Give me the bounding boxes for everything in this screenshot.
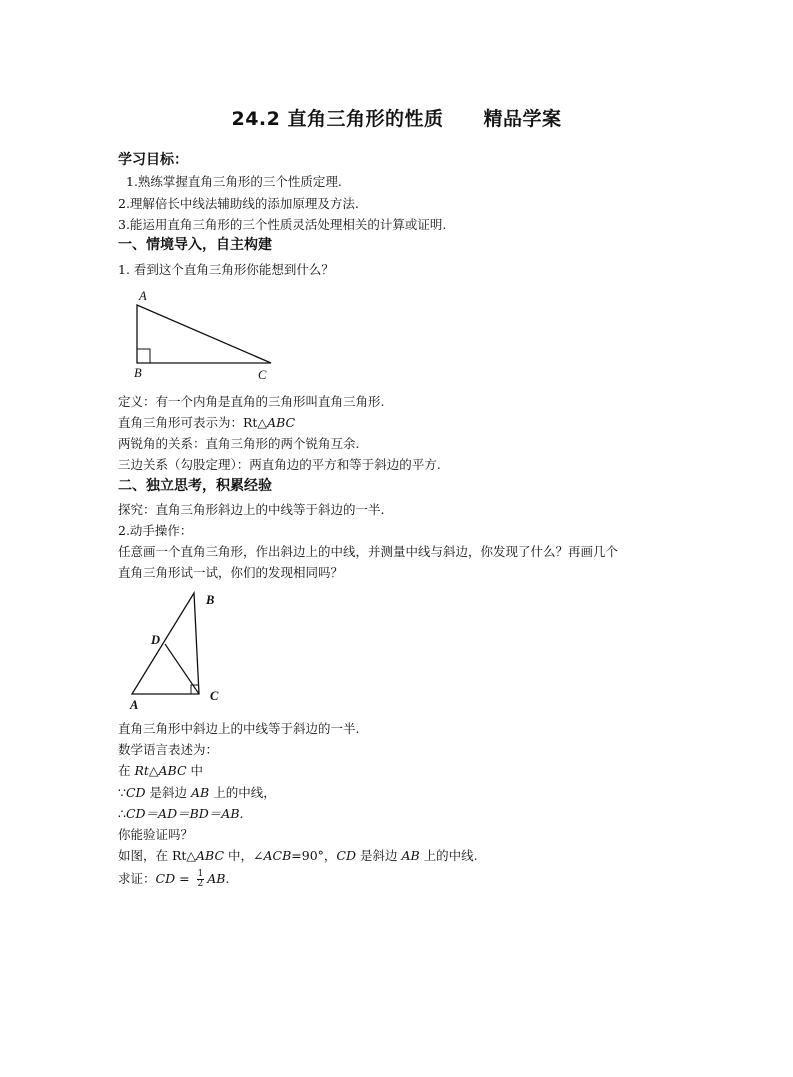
explore-line: 探究：直角三角形斜边上的中线等于斜边的一半. [118, 502, 385, 517]
objective-item: 1.熟练掌握直角三角形的三个性质定理. [126, 174, 342, 189]
definition-line: 定义：有一个内角是直角的三角形叫直角三角形. [118, 394, 385, 409]
notation-line: 直角三角形可表示为：Rt△ABC [118, 415, 296, 430]
pythagoras-line: 三边关系（勾股定理）：两直角边的平方和等于斜边的平方. [118, 457, 441, 472]
vertex-label-b: B [206, 593, 215, 607]
given-line: 如图，在 Rt△ABC 中，∠ACB=90°，CD 是斜边 AB 上的中线. [118, 848, 478, 863]
vertex-label-d: D [151, 633, 161, 647]
objective-item: 2.理解倍长中线法辅助线的添加原理及方法. [118, 196, 359, 211]
therefore-line: ∴CD＝AD＝BD＝AB. [118, 806, 244, 821]
title-sub: 精品学案 [483, 108, 562, 130]
objective-item: 3.能运用直角三角形的三个性质灵活处理相关的计算或证明. [118, 217, 447, 232]
acute-angles-line: 两锐角的关系：直角三角形的两个锐角互余. [118, 436, 360, 451]
title-main: 24.2 直角三角形的性质 [231, 108, 444, 130]
section1-question: 1. 看到这个直角三角形你能想到什么？ [118, 262, 334, 277]
vertex-label-c: C [258, 368, 267, 382]
vertex-label-a: A [130, 698, 139, 712]
operation-line: 2.动手操作： [118, 523, 193, 538]
vertex-label-c: C [210, 689, 219, 703]
fraction-one-half: $\frac{1}{2}$ [197, 869, 204, 889]
conclusion-line: 直角三角形中斜边上的中线等于斜边的一半. [118, 721, 360, 736]
page-title [0, 104, 793, 131]
task-line: 直角三角形试一试，你们的发现相同吗？ [118, 565, 344, 580]
objectives-heading: 学习目标： [118, 152, 188, 168]
math-language-line: 数学语言表述为： [118, 742, 219, 757]
because-line: ∵CD 是斜边 AB 上的中线， [118, 785, 276, 800]
vertex-label-b: B [134, 366, 142, 380]
section1-heading: 一、情境导入，自主构建 [118, 237, 272, 253]
task-line: 任意画一个直角三角形，作出斜边上的中线，并测量中线与斜边，你发现了什么？再画几个 [118, 544, 619, 559]
right-triangle-figure [125, 285, 285, 385]
median-triangle-figure [125, 588, 230, 713]
verify-question: 你能验证吗？ [118, 827, 194, 842]
in-triangle-line: 在 Rt△ABC 中 [118, 763, 204, 778]
section2-heading: 二、独立思考，积累经验 [118, 478, 272, 494]
prove-line: 求证：CD = $\frac{1}{2}$ AB. [118, 869, 230, 889]
vertex-label-a: A [139, 289, 147, 303]
